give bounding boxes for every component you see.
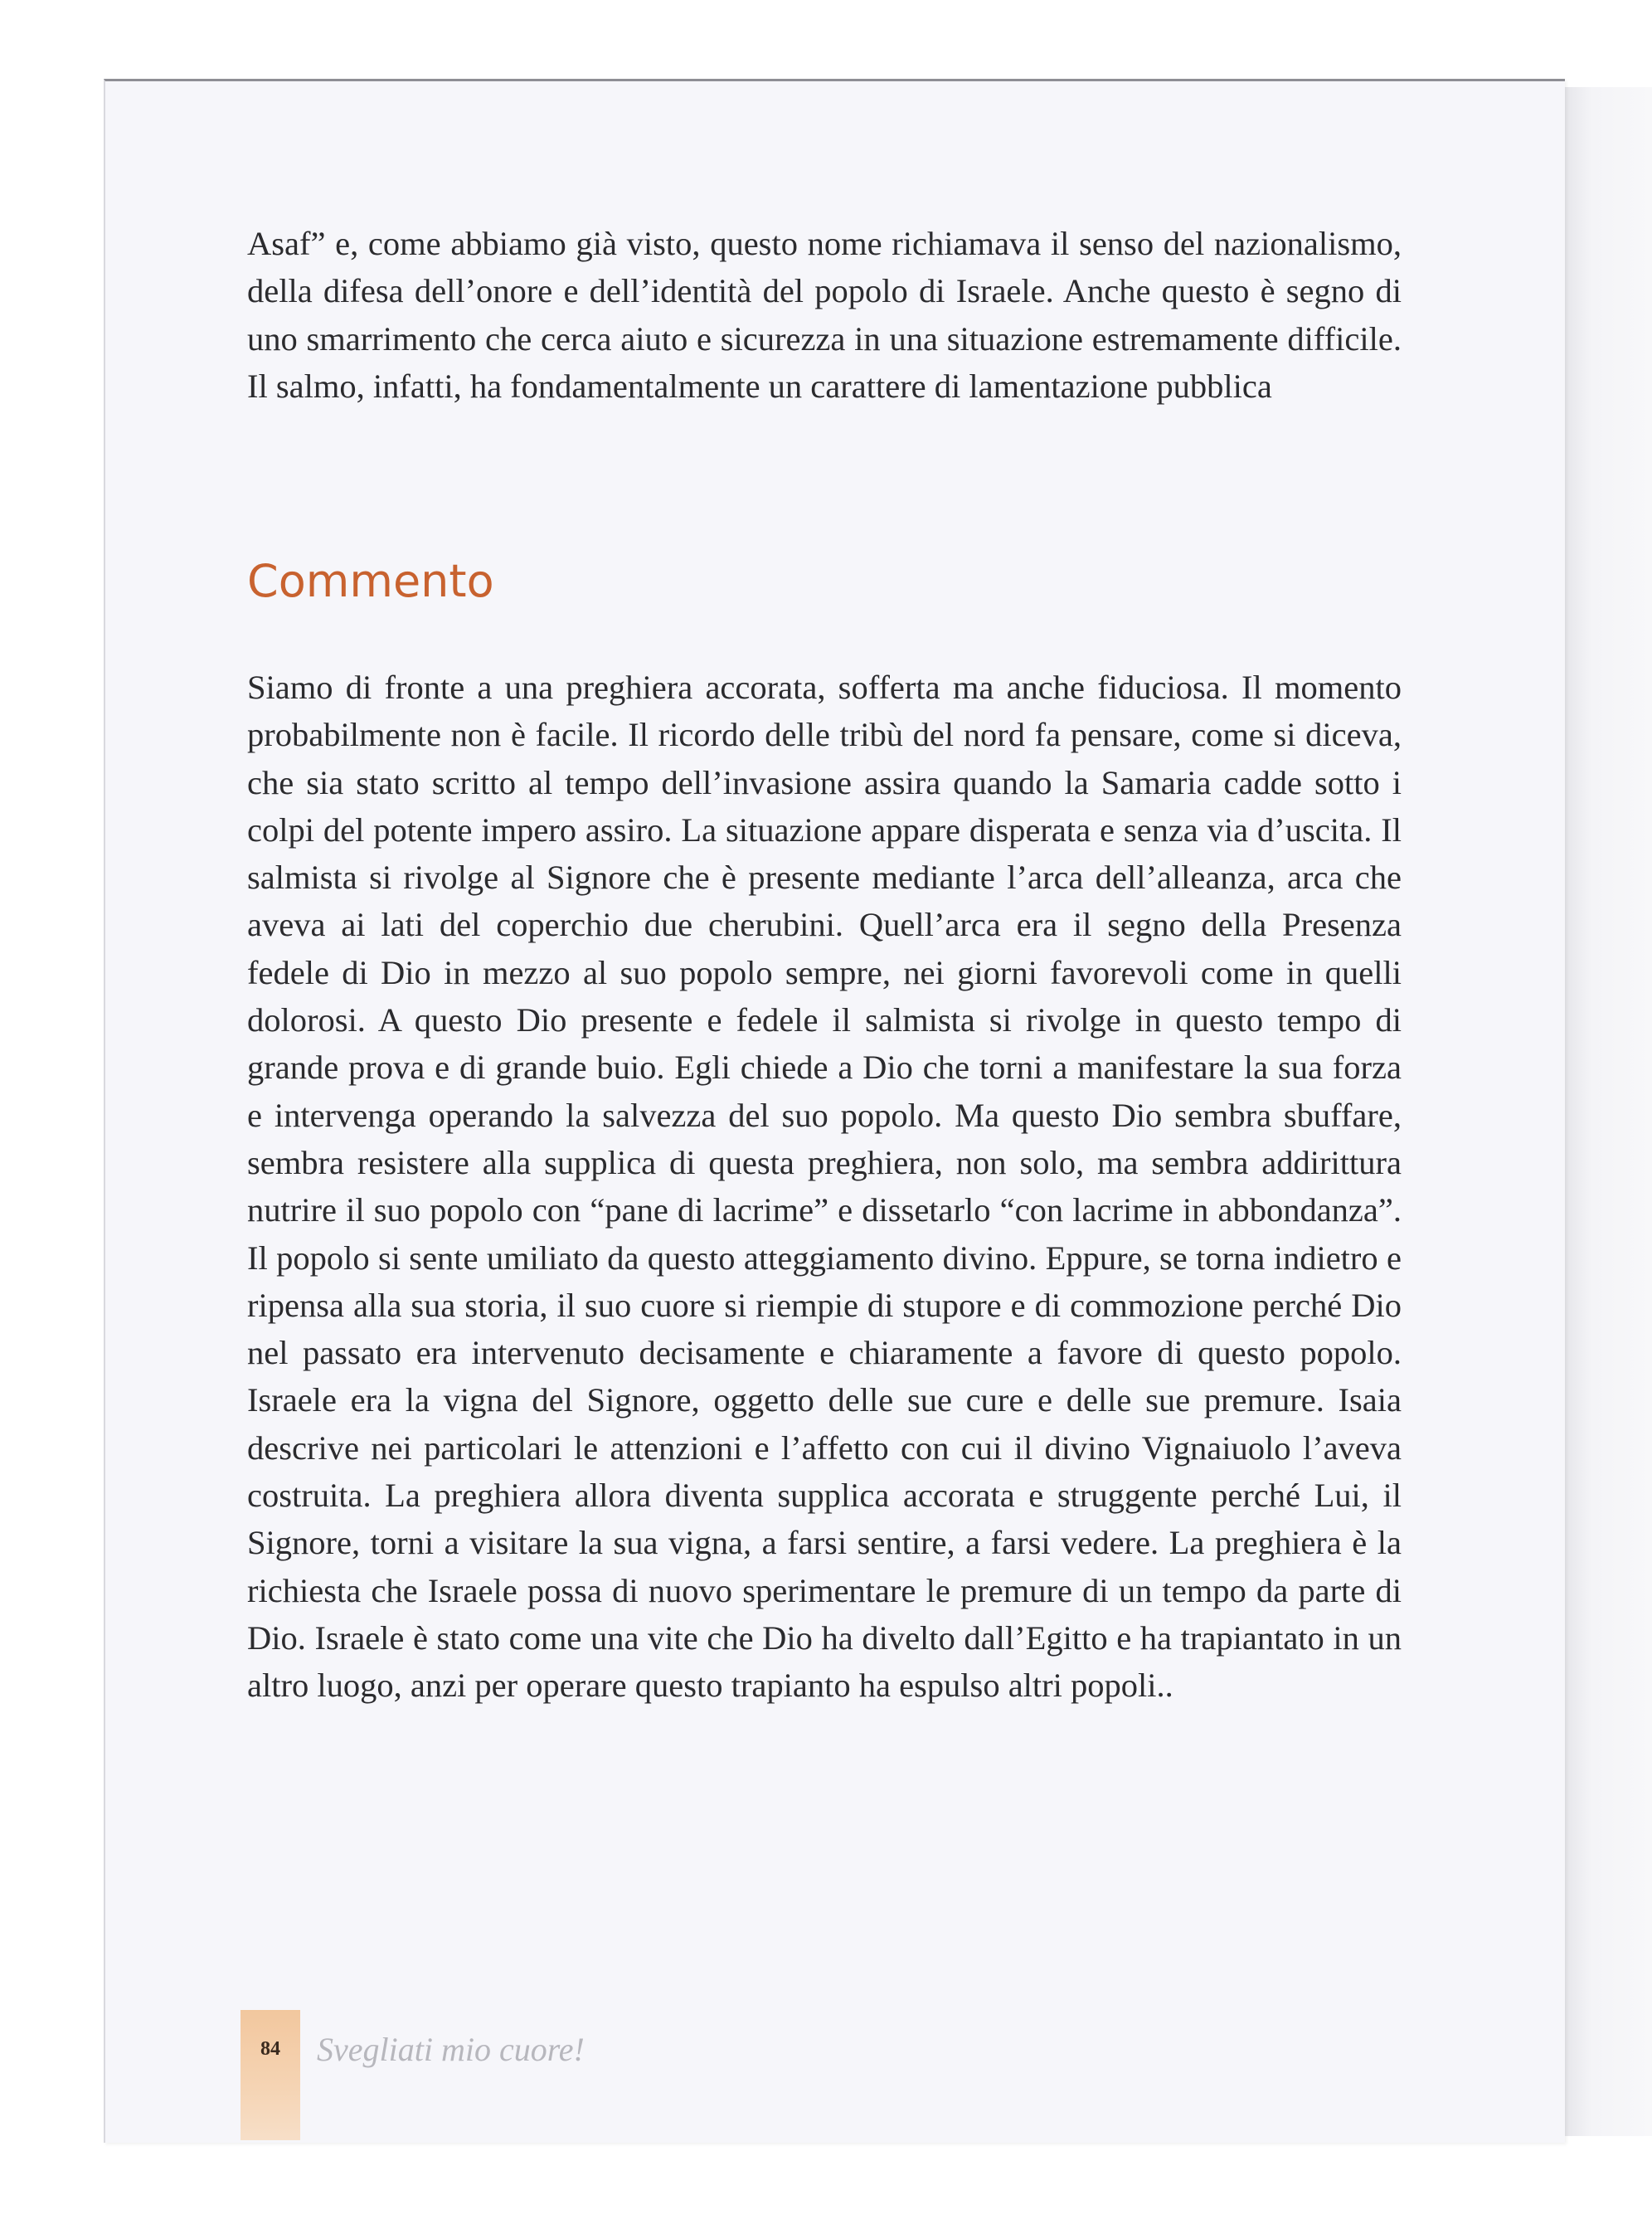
running-title: Svegliati mio cuore! [317,2031,585,2068]
section-heading-commento: Commento [247,555,494,607]
commento-paragraph: Siamo di fronte a una preghiera accorata, sofferta ma anche fiduciosa. Il momento probabilmente non è facile. Il ricordo delle tribù del nord fa pensare, come si diceva, che sia stato scritto al tempo dell’invasione assira quando la Samaria cadde sotto i colpi del potente impero assiro. La situazione appare disperata e senza via d’uscita. Il salmista si rivolge al Signore che è presente mediante l’arca dell’alleanza, arca che aveva ai lati del coperchio due cherubini. Quell’arca era il segno della Presenza fedele di Dio in mezzo al suo popolo sempre, nei giorni favorevoli come in quelli dolorosi. A questo Dio presente e fedele il salmista si rivolge in questo tempo di grande prova e di grande buio. Egli chiede a Dio che torni a manifestare la sua forza e intervenga operando la salvezza del suo popolo. Ma questo Dio sembra sbuffare, sembra resistere alla supplica di questa preghiera, non solo, ma sembra addirittura nutrire il suo popolo con “pane di lacrime” e dissetarlo “con lacrime in abbondanza”. Il popolo si sente umiliato da questo atteggiamento divino. Eppure, se torna indietro e ripensa alla sua storia, il suo cuore si riempie di stupore e di commozione perché Dio nel passato era intervenuto decisamente e chiaramente a favore di questo popolo. Israele era la vigna del Signore, oggetto delle sue cure e delle sue premure. Isaia descrive nei particolari le attenzioni e l’affetto con cui il divino Vignaiuolo l’aveva costruita. La preghiera allora diventa supplica accorata e struggente perché Lui, il Signore, torni a visitare la sua vigna, a farsi sentire, a farsi vedere. La preghiera è la richiesta che Israele possa di nuovo sperimentare le premure di un tempo da parte di Dio. Israele è stato come una vite che Dio ha divelto dall’Egitto e ha trapiantato in un altro luogo, anzi per operare questo trapianto ha espulso altri popoli.. [247,669,1402,1705]
intro-paragraph: Asaf” e, come abbiamo già visto, questo nome richiamava il senso del nazionalismo, della difesa dell’onore e dell’identità del popolo di Israele. Anche questo è segno di uno smarrimento che cerca aiuto e sicurezza in una situazione estremamente difficile. Il salmo, infatti, ha fondamentalmente un carattere di lamentazione pubblica [247,225,1402,405]
facing-page-edge [1563,87,1652,2136]
page-number-tab [241,2010,300,2140]
page-number: 84 [260,2038,280,2060]
